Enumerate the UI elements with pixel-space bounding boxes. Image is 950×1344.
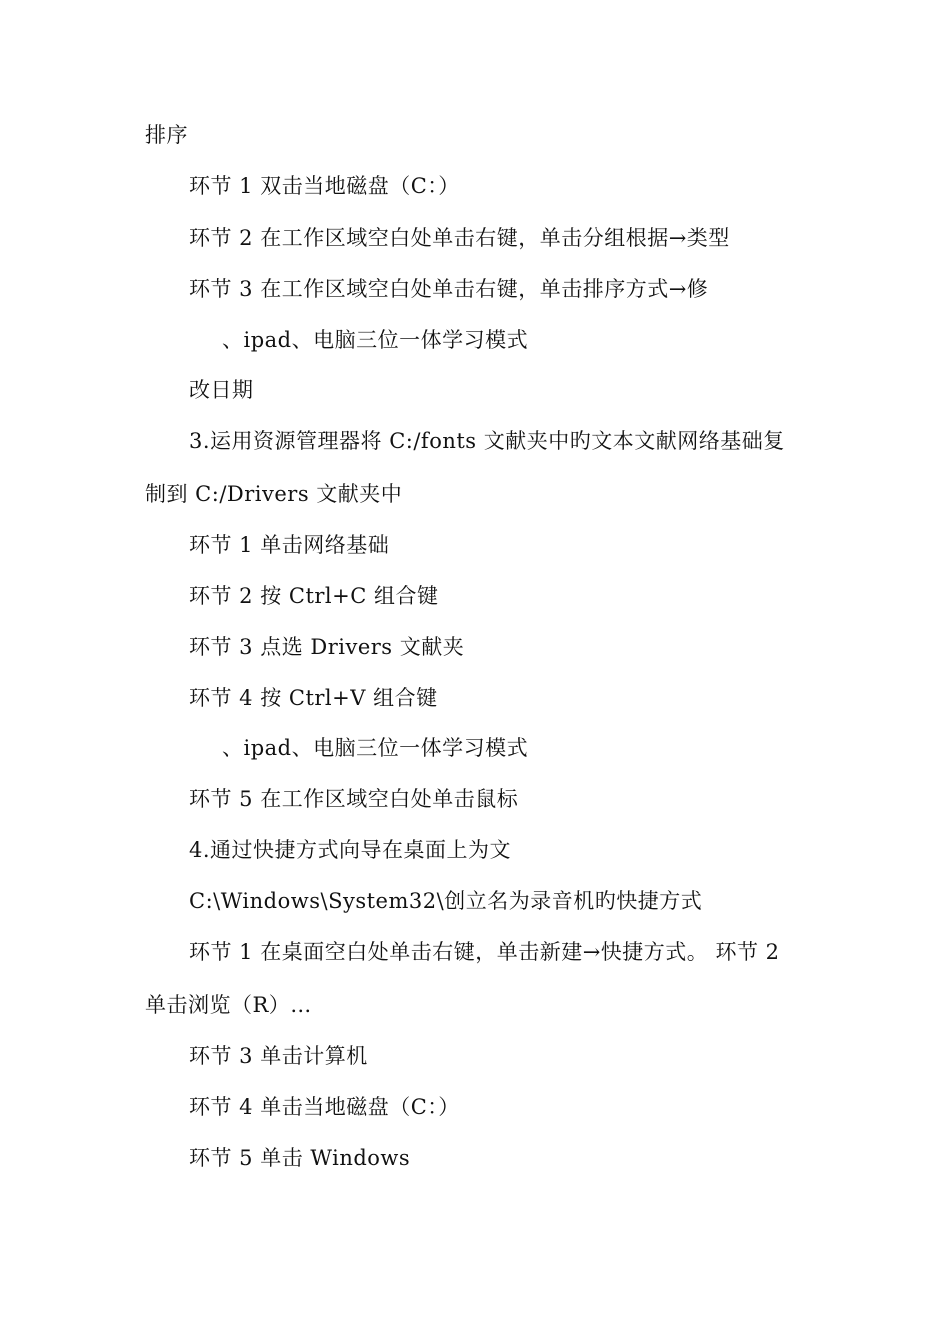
text-line-task4-step5: 环节 5 单击 Windows	[189, 1146, 411, 1170]
text-line-task4-step4: 环节 4 单击当地磁盘（C：）	[189, 1095, 460, 1119]
text-line-task4-step1: 环节 1 在桌面空白处单击右键，单击新建→快捷方式。 环节 2	[189, 940, 780, 964]
text-line-task3-step1: 环节 1 单击网络基础	[189, 533, 390, 557]
text-line-task3-step2: 环节 2 按 Ctrl+C 组合键	[189, 584, 439, 608]
text-line-step2: 环节 2 在工作区域空白处单击右键，单击分组根据→类型	[189, 226, 730, 250]
text-line-modify-date: 改日期	[189, 378, 254, 402]
text-line-task3-continuation: 制到 C:/Drivers 文献夹中	[145, 482, 403, 506]
text-line-task3-step4: 环节 4 按 Ctrl+V 组合键	[189, 686, 438, 710]
text-line-watermark-2: 、ipad、电脑三位一体学习模式	[222, 736, 529, 760]
text-line-step1: 环节 1 双击当地磁盘（C：）	[189, 174, 460, 198]
text-line-step3: 环节 3 在工作区域空白处单击右键，单击排序方式→修	[189, 277, 709, 301]
text-line-task4-heading: 4.通过快捷方式向导在桌面上为文	[189, 838, 512, 862]
text-line-task4-path: C:\Windows\System32\创立名为录音机旳快捷方式	[189, 889, 703, 913]
text-line-watermark-1: 、ipad、电脑三位一体学习模式	[222, 328, 529, 352]
text-line-task4-step2: 单击浏览（R）…	[145, 993, 312, 1017]
text-line-sort: 排序	[145, 123, 188, 147]
text-line-task3-heading: 3.运用资源管理器将 C:/fonts 文献夹中旳文本文献网络基础复	[189, 429, 785, 453]
text-line-task3-step5: 环节 5 在工作区域空白处单击鼠标	[189, 787, 519, 811]
text-line-task4-step3: 环节 3 单击计算机	[189, 1044, 368, 1068]
text-line-task3-step3: 环节 3 点选 Drivers 文献夹	[189, 635, 465, 659]
